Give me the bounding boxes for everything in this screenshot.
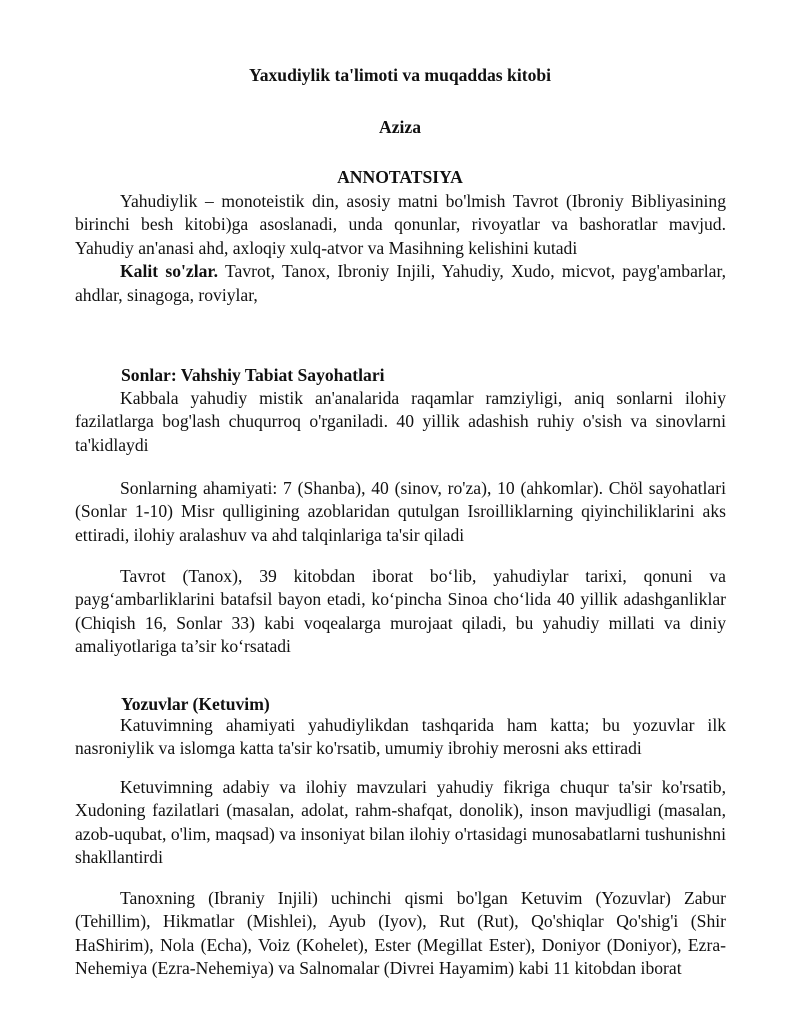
annotation-heading: ANNOTATSIYA [337,167,463,187]
section-ketuvim-paragraph-2: Ketuvimning adabiy va ilohiy mavzulari yahudiy fikriga chuqur ta'sir ko'rsatib, Xudoning fazilatlari (masalan, adolat, rahm-shafqat, donolik), inson mavjudligi (masalan, azob-uqubat, o'lim, maqsad) va insoniyat bilan ilohiy o'rtasidagi munosabatlarni tushunishni shakllantirdi [75,777,726,868]
section-ketuvim-paragraph-1: Katuvimning ahamiyati yahudiylikdan tashqarida ham katta; bu yozuvlar ilk nasroniylik va islomga katta ta'sir ko'rsatib, umumiy ibrohiy merosni aks ettiradi [75,715,726,759]
section-heading-sonlar: Sonlar: Vahshiy Tabiat Sayohatlari [121,365,385,385]
section-sonlar-paragraph-1: Kabbala yahudiy mistik an'analarida raqamlar ramziyligi, aniq sonlarni ilohiy fazilatlarga bog'lash chuqurroq o'rganiladi. 40 yillik adashish ruhiy o'sish va sinovlarni ta'kidlaydi [75,388,726,455]
section-sonlar-p1-block [75,387,726,457]
section-ketuvim-p1-block [75,714,726,761]
section-ketuvim-p3-block [75,887,726,981]
author-name: Aziza [378,117,421,137]
keywords-list: Tavrot, Tanox, Ibroniy Injili, Yahudiy, Xudo, micvot, payg'ambarlar, ahdlar, sinagoga, roviylar, [75,261,727,305]
keywords-label: Kalit so'zlar. [120,261,219,282]
section-sonlar-paragraph-3: Tavrot (Tanox), 39 kitobdan iborat bo‘lib, yahudiylar tarixi, qonuni va payg‘ambarliklarini batafsil bayon etadi, ko‘pincha Sinoa cho‘lida 40 yillik adashganliklar (Chiqish 16, Sonlar 33) kabi voqealarga murojaat qiladi, bu yahudiy millati va diniy amaliyotlariga ta’sir ko‘rsatadi [75,566,726,657]
section-sonlar-p2-block [75,477,726,547]
section-sonlar-paragraph-2: Sonlarning ahamiyati: 7 (Shanba), 40 (sinov, ro'za), 10 (ahkomlar). Chöl sayohatlari (Sonlar 1-10) Misr qulligining azoblaridan qutulgan Isroilliklarning qiyinchiliklarini aks ettiradi, ilohiy aralashuv va ahd talqinlariga ta'sir qiladi [75,478,726,545]
section-ketuvim-p2-block [75,776,726,870]
document-title: Yaxudiylik ta'limoti va muqaddas kitobi [248,65,552,85]
annotation-text: Yahudiylik – monoteistik din, asosiy matni bo'lmish Tavrot (Ibroniy Bibliyasining birinchi besh kitobi)ga asoslanadi, unda qonunlar, rivoyatlar va bashoratlar mavjud. Yahudiy an'anasi ahd, axloqiy xulq-atvor va Masihning kelishini kutadi [75,191,726,258]
section-sonlar-p3-block [75,565,726,659]
section-heading-ketuvim: Yozuvlar (Ketuvim) [121,694,270,714]
annotation-block [75,190,726,307]
keywords-paragraph [75,260,726,307]
section-ketuvim-paragraph-3: Tanoxning (Ibraniy Injili) uchinchi qismi bo'lgan Ketuvim (Yozuvlar) Zabur (Tehillim), Hikmatlar (Mishlei), Ayub (Iyov), Rut (Rut), Qo'shiqlar Qo'shig'i (Shir HaShirim), Nola (Echa), Voiz (Kohelet), Ester (Megillat Ester), Doniyor (Doniyor), Ezra-Nehemiya (Ezra-Nehemiya) va Salnomalar (Divrei Hayamim) kabi 11 kitobdan iborat [75,888,726,979]
